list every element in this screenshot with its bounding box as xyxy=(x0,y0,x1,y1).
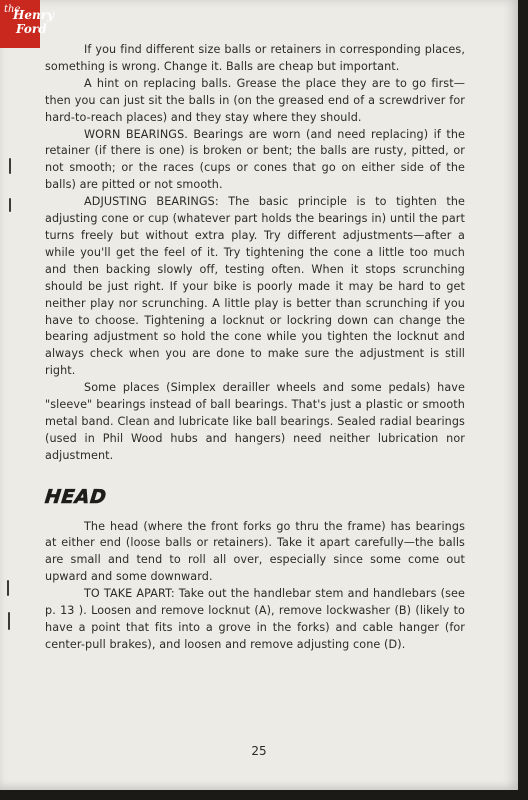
margin-mark xyxy=(8,612,10,630)
margin-mark xyxy=(9,198,11,212)
margin-mark xyxy=(7,580,9,596)
paragraph: TO TAKE APART: Take out the handlebar stem and handlebars (see p. 13 ). Loosen and remove locknut (A), remove lockwasher (B) (likely to have a point that fits into a grove in the forks) and cable hanger (for center-pull brakes), and loosen and remove adjusting cone (D). xyxy=(45,587,465,651)
paragraph: A hint on replacing balls. Grease the place they are to go first—then you can just sit the balls in (on the greased end of a screwdriver for hard-to-reach places) and they stay where they should. xyxy=(45,76,465,124)
logo-text-ford: Ford xyxy=(16,22,47,36)
logo-text-henry: Henry xyxy=(13,8,54,22)
page-number: 25 xyxy=(251,744,267,758)
section-heading: HEAD xyxy=(43,485,108,508)
henry-ford-logo xyxy=(0,0,54,48)
margin-mark xyxy=(9,158,11,174)
paragraph: WORN BEARINGS. Bearings are worn (and need replacing) if the retainer (if there is one) is broken or bent; the balls are rusty, pitted, or not smooth; or the races (cups or cones that go on either side of the balls) are pitted or not smooth. xyxy=(45,127,465,192)
paragraph: The head (where the front forks go thru the frame) has bearings at either end (loose balls or retainers). Take it apart carefully—the balls are small and tend to roll all over, especially since some come out upward and some downward. xyxy=(45,519,465,584)
paragraph: Some places (Simplex derailler wheels and some pedals) have "sleeve" bearings instead of ball bearings. That's just a plastic or smooth metal band. Clean and lubricate like ball bearings. Sealed radial bearings (used in Phil Wood hubs and hangers) need neither lubrication nor adjustment. xyxy=(45,381,465,462)
logo-text-the: the xyxy=(4,4,21,15)
body-text xyxy=(45,42,465,654)
paragraph: ADJUSTING BEARINGS: The basic principle is to tighten the adjusting cone or cup (whatever part holds the bearings in) until the part turns freely but without extra play. Try different adjustments—after a while you'll get the feel of it. Try tightening the cone a little too much and then backing slowly off, testing often. When it stops scrunching should be just right. If your bike is poorly made it may be hard to get neither play nor scrunching. A little play is better than scrunching if you have to choose. Tightening a locknut or lockring down can change the bearing adjustment so hold the cone while you tighten the locknut and always check when you are done to make sure the adjustment is still right. xyxy=(45,195,465,378)
paragraph: If you find different size balls or retainers in corresponding places, something is wrong. Change it. Balls are cheap but important. xyxy=(45,43,465,73)
